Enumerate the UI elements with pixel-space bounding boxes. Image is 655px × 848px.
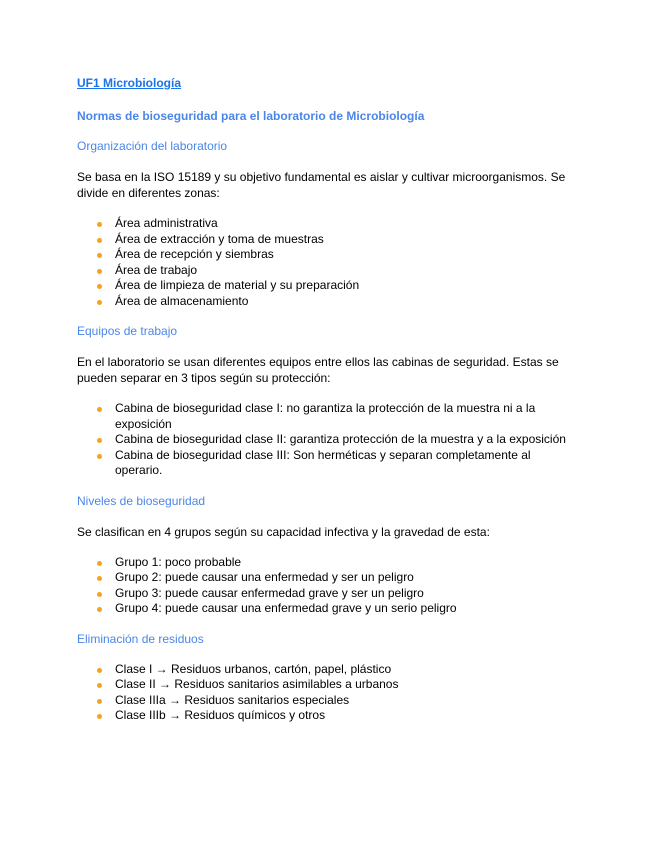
list-item [77,278,577,294]
list-item [77,216,577,232]
list-item-text: Cabina de bioseguridad clase II: garantiza protección de la muestra y a la exposición [115,432,566,446]
list-item [77,232,577,248]
list-item-text: Grupo 2: puede causar una enfermedad y ser un peligro [115,570,414,584]
list-item [77,432,577,448]
list-item [77,294,577,310]
bullet-dot-icon [97,561,102,566]
section-paragraph: Se clasifican en 4 grupos según su capacidad infectiva y la gravedad de esta: [77,524,490,539]
list-item [77,693,577,709]
list-item-text: Área de extracción y toma de muestras [115,231,324,246]
section-heading: Organización del laboratorio [77,139,228,153]
section-equipos [77,324,577,479]
list-item-text: Grupo 4: puede causar una enfermedad grave y un serio peligro [115,601,457,615]
list-item [77,247,577,263]
bullet-dot-icon [97,683,102,688]
list-item [77,448,577,479]
list-item-text: Área administrativa [115,216,218,230]
section-paragraph: En el laboratorio se usan diferentes equipos entre ellos las cabinas de seguridad. Estas se pueden separar en 3 tipos según su protección: [77,355,559,385]
bullet-dot-icon [97,607,102,612]
section-paragraph: Se basa en la ISO 15189 y su objetivo fundamental es aislar y cultivar microorganismos. Se divide en diferentes zonas: [77,170,566,200]
bullet-dot-icon [97,668,102,673]
list-item-text: Clase IIIb → Residuos químicos y otros [115,708,326,722]
list-item [77,601,577,617]
document-title[interactable]: UF1 Microbiología [77,76,182,90]
bullet-dot-icon [97,238,102,243]
list-item [77,570,577,586]
list-item [77,677,577,693]
bullet-dot-icon [97,699,102,704]
list-item-text: Área de limpieza de material y su preparación [115,278,360,292]
list-item-text: Cabina de bioseguridad clase I: no garantiza la protección de la muestra ni a la exposición [115,401,536,431]
list-item-text: Clase I → Residuos urbanos, cartón, papel, plástico [115,661,392,676]
list-item-text: Clase II → Residuos sanitarios asimilables a urbanos [115,677,399,691]
list-item-text: Área de trabajo [115,262,198,277]
section-heading: Niveles de bioseguridad [77,493,206,508]
bullet-dot-icon [97,284,102,289]
bullet-list [77,216,577,309]
list-item-text: Área de almacenamiento [115,293,249,308]
list-item-text: Área de recepción y siembras [115,247,274,261]
bullet-dot-icon [97,576,102,581]
bullet-dot-icon [97,269,102,274]
list-item [77,263,577,279]
document-subtitle: Normas de bioseguridad para el laboratorio de Microbiología [77,109,425,123]
section-organizacion [77,139,577,309]
document-content [77,76,577,739]
bullet-dot-icon [97,592,102,597]
list-item-text: Clase IIIa → Residuos sanitarios especiales [115,692,350,707]
bullet-list [77,662,577,724]
list-item [77,708,577,724]
list-item-text: Grupo 1: poco probable [115,554,242,569]
bullet-list [77,401,577,479]
bullet-dot-icon [97,714,102,719]
bullet-list [77,555,577,617]
bullet-dot-icon [97,454,102,459]
section-heading: Equipos de trabajo [77,324,178,338]
list-item [77,401,577,432]
section-eliminacion [77,632,577,724]
list-item-text: Cabina de bioseguridad clase III: Son herméticas y separan completamente al operario. [115,447,531,477]
bullet-dot-icon [97,438,102,443]
bullet-dot-icon [97,407,102,412]
section-niveles [77,494,577,617]
section-heading: Eliminación de residuos [77,631,204,646]
list-item [77,555,577,571]
bullet-dot-icon [97,300,102,305]
list-item-text: Grupo 3: puede causar enfermedad grave y ser un peligro [115,585,424,600]
list-item [77,662,577,678]
list-item [77,586,577,602]
bullet-dot-icon [97,253,102,258]
bullet-dot-icon [97,222,102,227]
